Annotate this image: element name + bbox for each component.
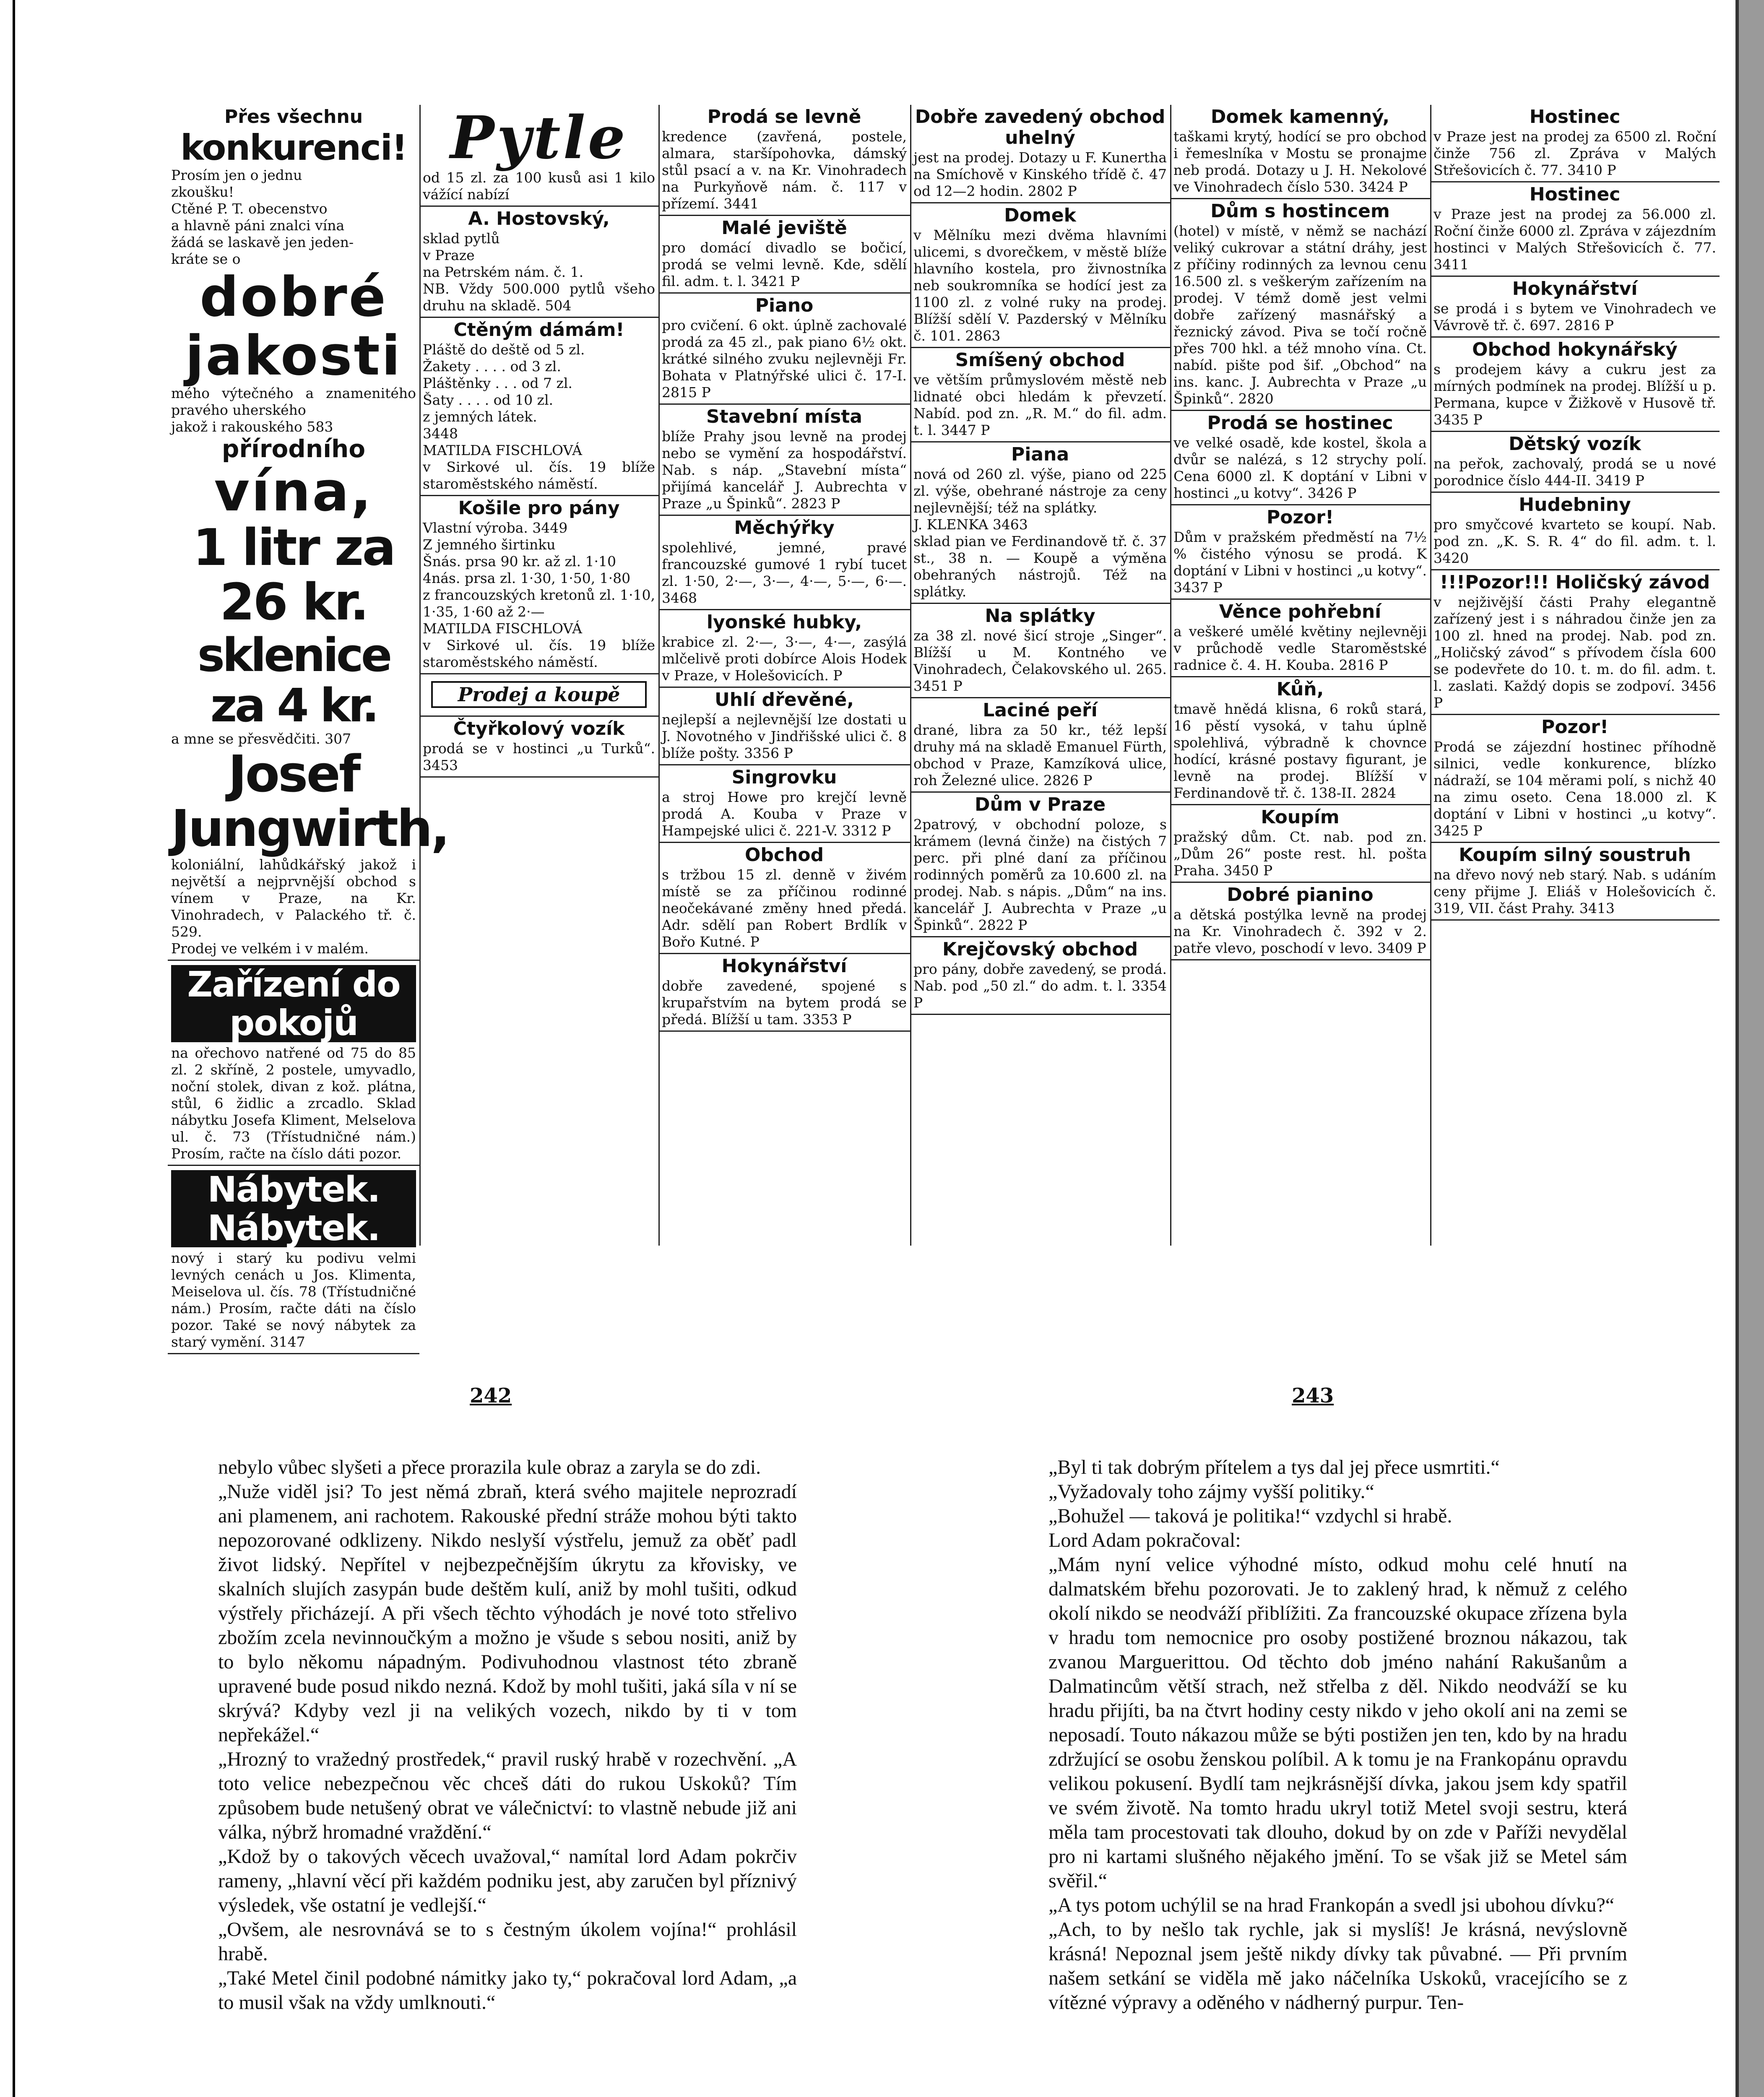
story-text-left: nebylo vůbec slyšeti a přece prorazila kule obraz a zaryla se do zdi. „Nuže viděl jsi? To jest němá zbraň, která svého majitele neprozradí ani plamenem, ani rachotem. Rakouské přední stráže mohou býti takto nepozorované odklizeny. Nikdo neslyší výstřelu, jemuž za oběť padl život lidský. Nepřítel v nejbezpečnějším úkrytu za křovisky, ve skalních slujích zasypán bude deštěm kulí, aniž by mohl tušiti, odkud výstřely přicházejí. A při všech těchto výhodách je nové toto střelivo zbožím zcela nevinnoučkým a možno je všude s sebou nositi, aniž by to bylo někomu nápadným. Podivuhodnou vlastnost této zbraně upravené bude posud nikdo nezná. Kdož by mohl tušiti, jaká síla v ní se skrývá? Kdyby vezl ji na velikých vozech, nikdo by ti v tom nepřekážel.“ „Hrozný to vražedný prostředek,“ pravil ruský hrabě v rozechvění. „A toto velice nebezpečnou věc chceš dáti do rukou Uskoků? Tím způsobem bude netušený obrat ve válečnictví: to vlastně nebude již ani válka, nýbrž hromadné vraždění.“ „Kdož by o takových věcech uvažoval,“ namítal lord Adam pokrčiv rameny, „hlavní věcí při každém podniku jest, aby zaručen byl příznivý výsledek, vše ostatní je vedlejší.“ „Ovšem, ale nesrovnává se to s čestným úkolem vojína!“ prohlásil hrabě. „Také Metel činil podobné námitky jako ty,“ pokračoval lord Adam, „a to musil však na vždy umlknouti.“ xyxy=(218,1456,797,2014)
ad-headline: Věnce pohřební xyxy=(1219,601,1382,622)
ad-boxed-label: Prodej a koupě xyxy=(431,681,647,708)
ad-headline: Dům v Praze xyxy=(974,794,1106,815)
ad-body-text: na dřevo nový neb starý. Nab. s udáním ceny přijme J. Eliáš v Holešovicích č. 319, VII. část Prahy. 3413 xyxy=(1434,866,1716,916)
ad-headline: Malé jeviště xyxy=(721,217,847,239)
ad-headline: Hokynářství xyxy=(1512,278,1638,299)
advertisement xyxy=(1170,505,1430,600)
ad-display-text: vína, xyxy=(214,460,373,523)
ad-headline: Košile pro pány xyxy=(458,497,620,519)
story-text-right: „Byl ti tak dobrým přítelem a tys dal jej přece usmrtiti.“ „Vyžadovaly toho zájmy vyšší politiky.“ „Bohužel — taková je politika!“ vzdychl si hrabě. Lord Adam pokračoval: „Mám nyní velice výhodné místo, odkud mohu celé hnutí na dalmatském břehu pozorovati. Je to zaklený hrad, k němuž z celého okolí nikdo se neodváží přiblížiti. Za francouzské okupace zřízena byla v hradu tom nemocnice pro osoby postižené broznou nákazou, tak zvanou Marguerittou. Od těchto dob jméno nahání Rakušanům a Dalmatincům větší strach, než střelba z děl. Nikdo neodváží se ku hradu přijíti, ba na čtvrt hodiny cesty nikdo v jeho okolí ani na zemi se neposadí. Touto nákazou může se býti postižen jen ten, kdo by na hradu zdržující se osobu ženskou políbil. A k tomu je na Frankopánu opravdu velikou pokusení. Bydlí tam nejkrásnější dívka, jakou jsem kdy spatřil ve svém životě. Na tomto hradu ukryl totiž Metel svoji sestru, která měla tam procestovati tak dlouho, dokud by on zde v Paříži nevydělal pro ni kartami slušného nějakého jmění. To se však již se Metel sám svěřil.“ „A tys potom uchýlil se na hrad Frankopán a svedl jsi ubohou dívku?“ „Ach, to by nešlo tak rychle, jak si myslíš! Je krásná, nevýslovně krásná! Nepoznal jsem ještě nikdy dívky tak půvabné. — Při prvním našem setkání se viděla mě jako náčelníka Uskoků, vracejícího se z vítězné výpravy a oděného v nádherný purpur. Ten- xyxy=(1049,1456,1627,2014)
advertisement xyxy=(910,105,1170,203)
ad-display-text: Nábytek. Nábytek. xyxy=(171,1170,416,1247)
ad-body-text: pražský dům. Ct. nab. pod zn. „Dům 26“ poste rest. hl. pošta Praha. 3450 P xyxy=(1173,829,1427,879)
page-edge xyxy=(1735,0,1739,2097)
ad-body-text: Dům v pražském předměstí na 7½ % čistého výnosu se prodá. K doptání v Libni v hostinci „u kotvy“. 3437 P xyxy=(1173,529,1427,596)
ad-body-text: blíže Prahy jsou levně na prodej nebo se vymění za hospodářství. Nab. s náp. „Stavební místa“ přijímá kancelář J. Aubrechta v Praze „u Špinků“. 2823 P xyxy=(662,428,907,512)
ad-body-text: Pláště do deště od 5 zl. Žakety . . . . od 3 zl. Pláštěnky . . . od 7 zl. Šaty . . . . od 10 zl. z jemných látek. 3448 MATILDA FISCHLOVÁ v Sirkové ul. čís. 19 blíže staroměstského náměstí. xyxy=(423,341,655,492)
advertisement xyxy=(658,954,910,1032)
ad-headline: Hostinec xyxy=(1529,184,1621,205)
ad-body-text: dobře zavedené, spojené s krupařstvím na bytem prodá se předá. Blížší u tam. 3353 P xyxy=(662,978,907,1028)
ad-body-text: pro pány, dobře zavedený, se prodá. Nab. pod „50 zl.“ do adm. t. l. 3354 P xyxy=(913,961,1167,1011)
advertisement xyxy=(419,717,658,778)
advertisement xyxy=(910,348,1170,442)
ad-body-text: jest na prodej. Dotazy u F. Kunertha na Smíchově v Kinského třídě č. 47 od 12—2 hodin. 2802 P xyxy=(913,149,1167,199)
advertisement xyxy=(1430,182,1720,277)
ad-headline: Smíšený obchod xyxy=(955,349,1125,371)
advertisement xyxy=(658,516,910,610)
page-number-left: 242 xyxy=(470,1384,512,1408)
advertisement xyxy=(910,698,1170,793)
ad-body-text: prodá se v hostinci „u Turků“. 3453 xyxy=(423,740,655,773)
ad-body-text: pro smyčcové kvarteto se koupí. Nab. pod zn. „K. S. R. 4“ do fil. adm. t. l. 3420 xyxy=(1434,516,1716,566)
ad-logo-text: Pytle xyxy=(450,104,628,172)
ad-headline: Na splátky xyxy=(985,605,1095,627)
ad-headline: Piano xyxy=(755,295,814,316)
advertisement-section xyxy=(168,104,1720,1350)
ad-headline: Dobré pianino xyxy=(1227,884,1374,905)
ad-column-2 xyxy=(419,105,660,1246)
ad-headline: Dobře zavedený obchod uhelný xyxy=(915,106,1166,148)
advertisement xyxy=(658,765,910,843)
advertisement xyxy=(910,203,1170,348)
ad-column-5 xyxy=(1170,105,1431,1246)
advertisement xyxy=(1170,199,1430,411)
ad-display-text: přírodního xyxy=(221,434,366,463)
ad-body-text: a dětská postýlka levně na prodej na Kr. Vinohradech č. 392 v 2. patře vlevo, poschodí v levo. 3409 P xyxy=(1173,906,1427,956)
ad-display-text: Zařízení do pokojů xyxy=(171,965,416,1042)
ad-headline: !!!Pozor!!! Holičský závod xyxy=(1439,572,1710,593)
ad-headline: Piana xyxy=(1011,444,1069,465)
ad-body-text: v Mělníku mezi dvěma hlavními ulicemi, s dvorečkem, v městě blíže hlavního kostela, pro živnostníka neb soukromníka se hodící jest za 1100 zl. z volné ruky na prodej. Blížší sdělí V. Pazderský v Mělníku č. 101. 2863 xyxy=(913,227,1167,344)
ad-body-text: Prodá se zájezdní hostinec příhodně silnici, vedle konkurence, blízko nádraží, se 104 měrami polí, s nichž 40 na zimu oseto. Cena 18.000 zl. K doptání v Libni v hostinci „u kotvy“. 3425 P xyxy=(1434,739,1716,839)
advertisement xyxy=(1430,432,1720,493)
ad-headline: Prodá se levně xyxy=(707,106,861,127)
ad-headline: A. Hostovský, xyxy=(468,208,610,229)
advertisement xyxy=(658,688,910,765)
ad-column-4 xyxy=(910,105,1171,1246)
ad-headline: Hudebniny xyxy=(1519,494,1631,515)
ad-body-text: taškami krytý, hodící se pro obchod i řemeslníka v Mostu se pronajme neb prodá. Dotazy u J. H. Nekolové ve Vinohradech číslo 530. 3424 P xyxy=(1173,128,1427,195)
ad-headline: Stavební místa xyxy=(706,406,862,427)
ad-headline: Hostinec xyxy=(1529,106,1621,127)
ad-body-text: ve větším průmyslovém městě neb lidnaté obci hledám k převzetí. Nabíd. pod zn. „R. M.“ do fil. adm. t. l. 3447 P xyxy=(913,372,1167,438)
ad-body-text: 2patrový, v obchodní poloze, s krámem (levná činže) na čistých 7 perc. při plné daní za příčinou rodinných poměrů za 10.600 zl. na prodej. Nab. s nápis. „Dům“ na ins. kancelář J. Aubrechta v Praze „u Špinků“. 2822 P xyxy=(913,816,1167,933)
advertisement xyxy=(1170,411,1430,505)
ad-headline: Domek kamenný, xyxy=(1210,106,1390,127)
ad-body-text: sklad pytlů v Praze na Petrském nám. č. 1. NB. Vždy 500.000 pytlů všeho druhu na skladě. 504 xyxy=(423,230,655,314)
ad-body-text: na ořechovo natřené od 75 do 85 zl. 2 skříně, 2 postele, umyvadlo, noční stolek, divan z kož. plátna, stůl, 6 židlic a zrcadlo. Sklad nábytku Josefa Kliment, Melselova ul. č. 73 (Třístudničné nám.) Prosím, račte na číslo dáti pozor. xyxy=(171,1045,416,1162)
ad-headline: Laciné peří xyxy=(983,700,1098,721)
ad-column-1 xyxy=(168,105,448,1350)
advertisement xyxy=(419,105,658,207)
advertisement xyxy=(658,216,910,294)
ad-headline: Domek xyxy=(1004,205,1076,226)
ad-headline: Měchýřky xyxy=(734,517,835,539)
ad-body-text: Vlastní výroba. 3449 Z jemného širtinku Šnás. prsa 90 kr. až zl. 1·10 4nás. prsa zl. 1·30, 1·50, 1·80 z francouzských kretonů zl. 1·10, 1·35, 1·60 až 2·— MATILDA FISCHLOVÁ v Sirkové ul. čís. 19 blíže staroměstského náměstí. xyxy=(423,520,655,670)
ad-body-text: na peřok, zachovalý, prodá se u nové porodnice číslo 444-II. 3419 P xyxy=(1434,455,1716,489)
ad-body-text: kredence (zavřená, postele, almara, staršípohovka, dámský stůl psací a v. na Kr. Vinohradech na Purkyňově nám. č. 117 v přízemí. 3441 xyxy=(662,128,907,212)
advertisement xyxy=(1430,570,1720,715)
ad-headline: Prodá se hostinec xyxy=(1207,412,1393,434)
ad-headline: Čtyřkolový vozík xyxy=(453,718,625,739)
advertisement xyxy=(658,843,910,954)
ad-body-text: spolehlivé, jemné, pravé francouzské gumové 1 rybí tucet zl. 1·50, 2·—, 3·—, 4·—, 5·—, 6·—. 3468 xyxy=(662,539,907,606)
advertisement xyxy=(168,105,448,961)
ad-body-text: a stroj Howe pro krejčí levně prodá A. Kouba v Praze v Hampejské ulici č. 221-V. 3312 P xyxy=(662,789,907,839)
ad-body-text: (hotel) v místě, v němž se nachází veliký cukrovar a státní dráhy, jest z příčiny rodinných za levnou cenu 16.500 zl. s veškerým zařízením na prodej. V témž domě jest velmi dobře zařízený masnářský a řeznický závod. Piva se točí ročně přes 700 hkl. a též mnoho vína. Ct. nabíd. pište pod šif. „Obchod“ na ins. kanc. J. Aubrechta v Praze „u Špinků“. 2820 xyxy=(1173,223,1427,407)
ad-display-text: sklenice za 4 kr. xyxy=(197,628,390,732)
advertisement xyxy=(910,442,1170,604)
ad-body-text: koloniální, lahůdkářský jakož i největší a nejprvnější obchod s vínem v Praze, na Kr. Vinohradech, v Palackého tř. č. 529. Prodej ve velkém i v malém. xyxy=(171,856,416,957)
ad-headline: Uhlí dřevěné, xyxy=(715,689,854,710)
ad-headline: Ctěným dámám! xyxy=(453,319,624,341)
ad-body-text: a mne se přesvědčiti. 307 xyxy=(171,731,351,747)
ad-display-text: dobré jakosti xyxy=(185,265,402,388)
ad-headline: Singrovku xyxy=(731,767,837,788)
advertisement xyxy=(1170,600,1430,677)
ad-display-text: 1 litr za 26 kr. xyxy=(193,519,395,632)
advertisement xyxy=(658,294,910,405)
ad-body-text: za 38 zl. nové šicí stroje „Singer“. Blížší u M. Kontného ve Vinohradech, Čelakovského ul. 265. 3451 P xyxy=(913,627,1167,694)
ad-column-3 xyxy=(658,105,911,1246)
advertisement xyxy=(910,937,1170,1015)
ad-body-text: v Praze jest na prodej za 6500 zl. Roční činže 756 zl. Zpráva v Malých Střešovicích č. 77. 3410 P xyxy=(1434,128,1716,178)
ad-body-text: nová od 260 zl. výše, piano od 225 zl. výše, obehrané nástroje za ceny nejlevnější; též na splátky. J. KLENKA 3463 sklad pian ve Ferdinandově tř. č. 37 st., 38 n. — Koupě a výměna obehraných nástrojů. Též na splátky. xyxy=(913,466,1167,600)
ad-headline: Koupím xyxy=(1261,807,1340,828)
advertisement xyxy=(419,207,658,318)
page-number-right: 243 xyxy=(1292,1384,1334,1408)
ad-headline: Kůň, xyxy=(1276,679,1324,700)
ad-headline: lyonské hubky, xyxy=(706,611,862,633)
ad-body-text: Prosím jen o jednu zkoušku! Ctěné P. T. obecenstvo a hlavně páni znalci vína žádá se laskavě jen jeden- kráte se o xyxy=(171,167,354,267)
ad-headline: Krejčovský obchod xyxy=(942,939,1138,960)
advertisement xyxy=(1170,105,1430,199)
ad-headline: Hokynářství xyxy=(721,955,847,977)
ad-display-text: Josef Jungwirth, xyxy=(171,745,448,858)
ad-body-text: tmavě hnědá klisna, 6 roků stará, 16 pěstí vysoká, v tahu úplně spolehlivá, výbradně k chovnce hodící, krásné postavy figurant, je levně na prodej. Blížší v Ferdinandově tř. č. 138-II. 2824 xyxy=(1173,701,1427,801)
ad-column-6 xyxy=(1430,105,1720,1246)
ad-body-text: drané, libra za 50 kr., též lepší druhy má na skladě Emanuel Fürth, obchod v Praze, Kamzíková ulice, roh Železné ulice. 2826 P xyxy=(913,722,1167,788)
advertisement xyxy=(1170,677,1430,805)
advertisement xyxy=(1430,338,1720,432)
ad-headline: Obchod xyxy=(744,844,824,866)
ad-body-text: ve velké osadě, kde kostel, škola a dvůr se nalézá, s 12 strychy polí. Cena 6000 zl. K doptání v Libni v hostinci „u kotvy“. 3426 P xyxy=(1173,434,1427,501)
page-shadow xyxy=(1739,0,1764,2097)
advertisement xyxy=(658,405,910,516)
advertisement xyxy=(1430,843,1720,921)
ad-headline: Pozor! xyxy=(1541,716,1609,738)
ad-headline: Koupím silný soustruh xyxy=(1459,844,1691,866)
ad-body-text: pro domácí divadlo se bočicí, prodá se velmi levně. Kde, sdělí fil. adm. t. l. 3421 P xyxy=(662,239,907,289)
advertisement xyxy=(168,1166,419,1354)
ad-body-text: s tržbou 15 zl. denně v živém místě se za příčinou rodinné neočekávané změny hned předá. Adr. sdělí pan Robert Brdlík v Bořo Kutné. P xyxy=(662,866,907,950)
advertisement xyxy=(1430,493,1720,570)
advertisement xyxy=(1430,277,1720,338)
advertisement xyxy=(1430,715,1720,843)
advertisement xyxy=(658,105,910,216)
ad-display-text: konkurenci! xyxy=(180,127,407,168)
ad-body-text: krabice zl. 2·—, 3·—, 4·—, zasýlá mlčelivě proti dobírce Alois Hodek v Praze, v Holešovicích. P xyxy=(662,634,907,684)
advertisement xyxy=(1170,805,1430,883)
advertisement xyxy=(168,961,419,1166)
ad-body-text: nový i starý ku podivu velmi levných cenách u Jos. Klimenta, Meiselova ul. čís. 78 (Třístudničné nám.) Prosím, račte dáti na číslo pozor. Také se nový nábytek za starý vymění. 3147 xyxy=(171,1250,416,1350)
ad-headline: Dětský vozík xyxy=(1509,433,1641,455)
ad-body-text: se prodá i s bytem ve Vinohradech ve Vávrově tř. č. 697. 2816 P xyxy=(1434,300,1716,333)
advertisement xyxy=(910,604,1170,698)
advertisement xyxy=(658,610,910,688)
advertisement xyxy=(910,793,1170,937)
advertisement xyxy=(419,318,658,496)
ad-headline: Dům s hostincem xyxy=(1210,200,1390,222)
advertisement xyxy=(1430,105,1720,182)
ad-headline: Přes všechnu xyxy=(224,106,363,127)
advertisement xyxy=(1170,883,1430,960)
left-border xyxy=(13,0,15,2097)
ad-body-text: nejlepší a nejlevnější lze dostati u J. Novotného v Jindřišské ulici č. 8 blíže pošty. 3356 P xyxy=(662,711,907,761)
ad-headline: Pozor! xyxy=(1266,507,1334,528)
ad-body-text: pro cvičení. 6 okt. úplně zachovalé prodá za 45 zl., pak piano 6½ okt. krátké silného zvuku nejlevněji Fr. Bohata v Platnýřské ulici č. 17-I. 2815 P xyxy=(662,317,907,401)
ad-body-text: a veškeré umělé květiny nejlevněji v průchodě vedle Staroměstské radnice č. 4. H. Kouba. 2816 P xyxy=(1173,623,1427,673)
ad-body-text: mého výtečného a znamenitého pravého uherského jakož i rakouského 583 xyxy=(171,385,416,435)
ad-body-text: v nejživější části Prahy elegantně zařízený jest i s náhradou činže jen za 100 zl. hned na prodej. Nab. pod zn. „Holičský závod“ s přívodem čísla 600 se podevřete do 10. t. m. do fil. adm. t. l. zaslati. Každý dopis se zodpoví. 3456 P xyxy=(1434,594,1716,711)
ad-headline: Obchod hokynářský xyxy=(1472,339,1678,360)
advertisement xyxy=(419,674,658,717)
advertisement xyxy=(419,496,658,674)
ad-body-text: s prodejem kávy a cukru jest za mírných podmínek na prodej. Blížší u p. Permana, kupce v Žižkově v Husově tř. 3435 P xyxy=(1434,361,1716,428)
ad-body-text: v Praze jest na prodej za 56.000 zl. Roční činže 6000 zl. Zpráva v zájezdním hostinci v Malých Střešovicích č. 77. 3411 xyxy=(1434,206,1716,273)
ad-body-text: od 15 zl. za 100 kusů asi 1 kilo vážící nabízí xyxy=(423,169,655,203)
